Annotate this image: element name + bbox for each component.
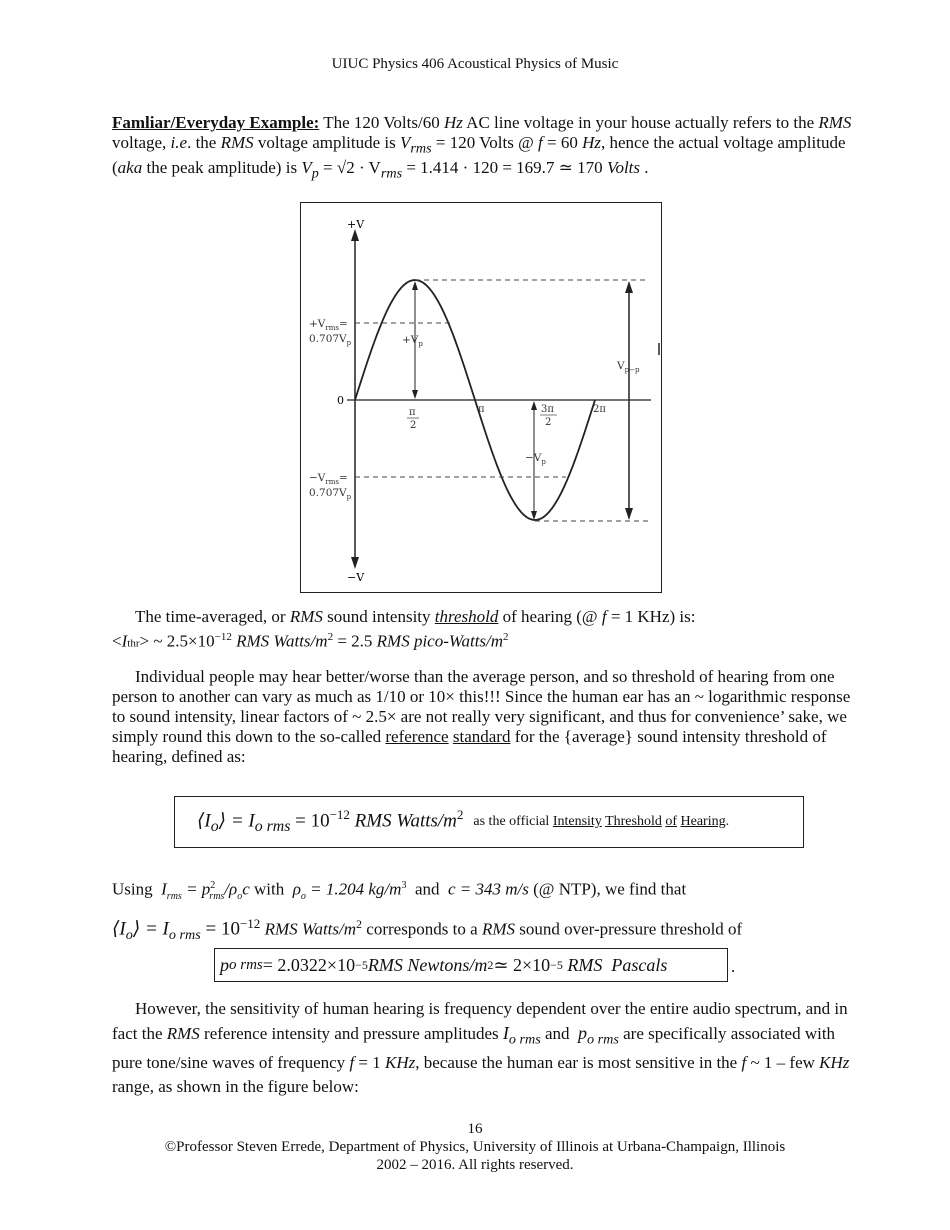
text: V [400,133,411,152]
vrms-pos-value: $0.707V_p$ [309,333,352,347]
text: o [210,818,219,836]
text: < [112,631,122,651]
two-pi-label: 2π [593,404,606,415]
text: . [725,814,730,829]
text: KHz [385,1053,416,1073]
text: ⟨I [112,918,126,940]
text: of hearing (@ [498,607,602,626]
text: I [161,879,167,899]
sine-wave-figure [300,202,662,593]
arrowhead [531,401,537,410]
text: reference intensity and pressure amplitudes [199,1024,503,1043]
threshold-value-line [112,627,864,654]
pi-half-num: π [409,407,416,418]
text: 2 [487,957,494,972]
text: with [249,879,289,899]
text: o [237,891,243,903]
text: the peak amplitude) is [142,158,302,178]
text: The 120 Volts/60 [319,113,444,132]
text: Hearing [680,814,726,829]
text: range, as shown in the figure below: [112,1077,359,1097]
text: f [601,607,607,626]
minus-v-label: −V [347,571,365,584]
arrowhead [625,508,633,520]
text: RMS Watts/m [260,919,357,939]
text: = 1 KHz) is: [606,607,696,626]
text: RMS [220,133,254,152]
text: , hence the actual voltage amplitude ( [112,133,846,178]
page-header: UIUC Physics 406 Acoustical Physics of Music [331,56,619,72]
text: RMS pico-Watts/m [376,631,504,651]
text: p [311,165,319,182]
text: 2 [327,631,334,643]
minus-vp-label: $-V_p$ [525,452,546,466]
pi-half-den: 2 [410,420,417,431]
text: aka [117,158,143,178]
plus-vp-label: $+V_p$ [402,334,423,348]
individual-variation-paragraph [112,667,864,767]
text: > ~ 2.5×10 [139,631,215,651]
text: 2 [503,631,509,643]
text: RMS [289,607,323,626]
box2-period: . [731,957,736,976]
text: Using [112,879,153,899]
text: RMS [818,113,852,132]
text: RMS [481,919,515,939]
text: f [538,133,543,152]
text: of [665,814,678,829]
text: = 1.204 kg/m [305,879,402,899]
text: . [640,158,649,178]
text: ρ [292,879,301,899]
text: o rms [587,1031,619,1048]
text: The time-averaged, or [135,607,290,626]
corresponds-line [112,910,864,949]
threshold-term: threshold [434,607,499,626]
text: Intensity [552,814,602,829]
text: ~ 1 – few [746,1053,820,1073]
text: RMS Newtons/m [367,954,488,975]
vpp-label: $V_{p-p}$ [617,360,640,374]
axis-arrow-down [351,557,359,569]
text: sound intensity [322,607,435,626]
text: c [242,879,250,899]
text: rms [380,165,403,182]
text: voltage, [112,133,171,152]
three-pi-half-den: 2 [545,417,552,428]
arrowhead [412,390,418,399]
example-paragraph [112,113,864,184]
plus-v-label: +V [347,218,365,231]
pressure-derivation-paragraph [112,872,864,949]
text: c = 343 m/s [447,879,529,899]
text: rms [166,891,182,903]
text: RMS Watts [349,810,438,832]
text: I [502,1023,509,1043]
text: as the official [473,814,553,829]
text: I [121,631,128,651]
copyright-line-1: ©Professor Steven Errede, Department of Physics, University of Illinois at Urbana-Champaign, Illinois [164,1139,786,1155]
example-heading: Famliar/Everyday Example: [112,113,320,132]
text: = 60 [542,133,583,152]
text: 2 [356,917,363,932]
text: o [300,891,306,903]
text: f [741,1053,747,1073]
text: RMS Pascals [562,954,668,975]
text: −12 [329,807,350,823]
text: −5 [355,957,368,972]
text: corresponds to a [362,919,482,939]
pressure-threshold-box [214,948,728,982]
text: −12 [239,916,261,932]
peak-voltage-equation [301,158,640,182]
threshold-line [112,607,864,627]
text: Hz [443,113,463,132]
text: ⟩ = I [132,918,169,940]
intensity-threshold-caption [473,814,729,830]
pi-label: π [478,404,485,415]
text: o rms [508,1031,541,1048]
text: AC line voltage in your house actually refers to the [462,113,819,132]
text: voltage amplitude is [253,133,401,152]
text: 2 [456,807,464,823]
text: = √2 · V [318,158,381,178]
text: /m [437,810,457,832]
three-pi-half-num: 3π [541,404,554,415]
text: sound over-pressure threshold of [515,919,743,939]
text: ⟨I [197,810,211,832]
text: rms [410,140,432,157]
text: KHz [819,1053,850,1073]
text: (@ NTP), we find that [528,879,687,899]
text: i.e [170,133,188,152]
text: are specifically associated with pure tone/sine waves of frequency [112,1024,836,1073]
text: and [414,879,440,899]
page-number: 16 [467,1121,483,1137]
text: RMS [166,1024,200,1043]
text: f [349,1053,355,1073]
text: . the [187,133,221,152]
text: Individual people may hear better/worse than the average person, and so threshold of hearing from one person to another can vary as much as 1/10 or 10× this!!! Since the human ear has an ~ logarithmic response to sound intensity, linear factors of ~ 2.5× are not really very significant, and thus for convenience’ sake, we simply round this down to the so-called [112,667,851,746]
text: ⟩ = I [218,810,255,832]
using-line [112,872,864,910]
text: Threshold [605,814,662,829]
standard-term: standard [452,727,511,746]
text: = 2.5 [333,631,377,651]
text: = 1.414 · 120 = 169.7 ≃ 170 [402,158,607,178]
reference-term: reference [385,727,449,746]
text: o rms [229,956,263,973]
text: /ρ [224,879,238,899]
text: Hz [582,133,601,152]
frequency-dependence-paragraph [112,997,864,1099]
text: ≃ 2×10 [493,954,551,975]
copyright-line-2: 2002 – 2016. All rights reserved. [376,1157,574,1173]
arrowhead [625,281,633,293]
text: p [578,1023,588,1043]
text: p [220,954,229,975]
text: −12 [214,631,232,643]
text: 3 [401,880,407,891]
text: = 1 [354,1053,386,1073]
text: for the {average} sound intensity threshold of hearing, defined as: [112,727,827,766]
text: V [301,158,312,178]
intensity-threshold-box [174,796,804,848]
text: = p [181,879,211,899]
text: = 120 Volts @ [431,133,538,152]
vrms-pos-label: $+V_{rms}=$ [309,318,348,332]
text: and [540,1024,579,1043]
vrms-neg-value: $0.707V_p$ [309,487,352,501]
text: Volts [606,158,640,178]
text: = 2.0322×10 [262,954,356,975]
text: o rms [254,818,291,836]
zero-label: 0 [337,394,344,407]
text: = 10 [200,918,240,940]
text: , because the human ear is most sensitive in the [415,1053,742,1073]
text: −5 [550,957,563,972]
text: 2 [210,880,216,891]
text: thr [127,637,140,650]
text: o [125,927,133,944]
sine-wave-diagram [301,203,661,592]
text: rms [209,891,225,903]
threshold-paragraph [112,607,864,654]
text: = 10 [290,810,330,832]
arrowhead [412,281,418,290]
text: However, the sensitivity of human hearing is frequency dependent over the entire audio spectrum, and in fact the [112,999,848,1043]
text: o rms [168,927,201,944]
text: RMS Watts/m [231,631,328,651]
intensity-threshold-equation [197,807,463,836]
vrms-neg-label: $-V_{rms}=$ [309,472,348,486]
